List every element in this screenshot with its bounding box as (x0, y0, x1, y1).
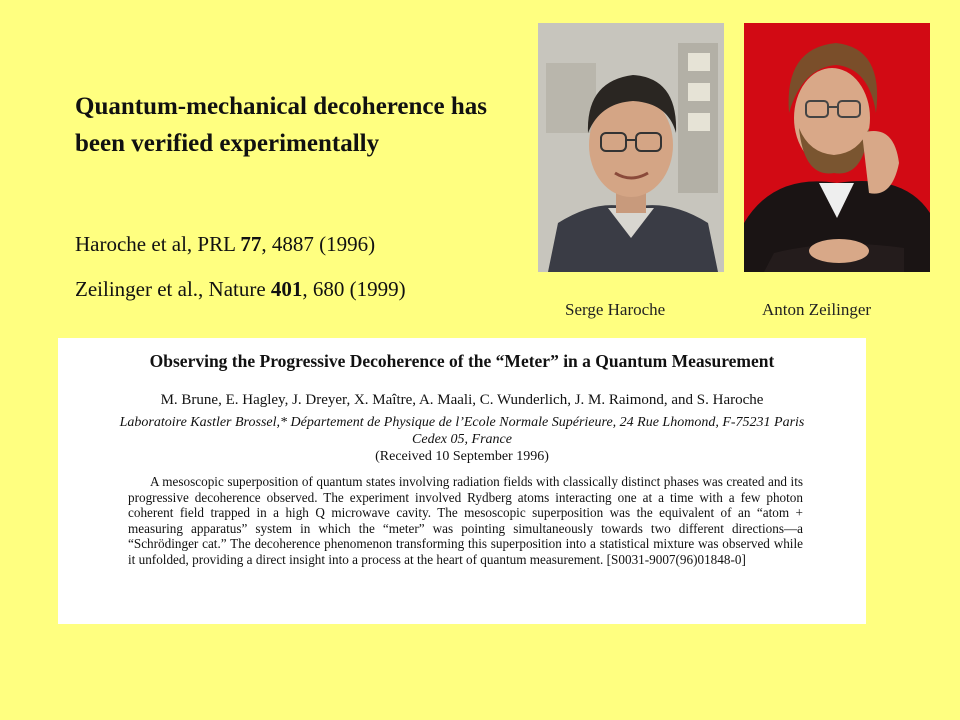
paper-received-date: (Received 10 September 1996) (375, 449, 549, 464)
ref-text: , 4887 (1996) (261, 232, 376, 256)
photo-serge-haroche (538, 23, 724, 272)
reference-haroche (75, 232, 375, 257)
reference-zeilinger (75, 277, 406, 302)
photo-anton-zeilinger (744, 23, 930, 272)
paper-title: Observing the Progressive Decoherence of the “Meter” in a Quantum Measurement (149, 351, 775, 371)
caption-anton-zeilinger: Anton Zeilinger (762, 300, 872, 319)
portrait-icon (538, 23, 724, 272)
portrait-icon (744, 23, 930, 272)
ref-text: Haroche et al, PRL (75, 232, 241, 256)
slide-heading: Quantum-mechanical decoherence has been verified experimentally (75, 93, 488, 157)
ref-text: , 680 (1999) (302, 277, 406, 301)
caption-serge-haroche: Serge Haroche (565, 300, 666, 319)
paper-authors: M. Brune, E. Hagley, J. Dreyer, X. Maître, A. Maali, C. Wunderlich, J. M. Raimond, and S. Haroche (160, 392, 764, 408)
paper-abstract-text: A mesoscopic superposition of quantum states involving radiation fields with classically distinct phases was created and its progressive decoherence observed. The experiment involved Rydberg atoms interacting one at a time with a few photon coherent field trapped in a high Q microwave cavity. The mesoscopic superposition was the equivalent of an “atom + measuring apparatus” system in which the “meter” was pointing simultaneously towards two different directions—a “Schrödinger cat.” The decoherence phenomenon transforming this superposition into a statistical mixture was observed while it unfolded, providing a direct insight into a process at the heart of quantum measurement. [S0031-9007(96)01848-0] (128, 474, 803, 567)
ref-text: Zeilinger et al., Nature (75, 277, 271, 301)
ref-volume: 401 (270, 277, 303, 301)
paper-abstract-clipping (58, 338, 866, 624)
ref-volume: 77 (240, 232, 262, 256)
paper-affiliation: Laboratoire Kastler Brossel,* Département de Physique de l’Ecole Normale Supérieure, 24 Rue Lhomond, F-75231 Paris Cedex 05, France (119, 415, 805, 447)
